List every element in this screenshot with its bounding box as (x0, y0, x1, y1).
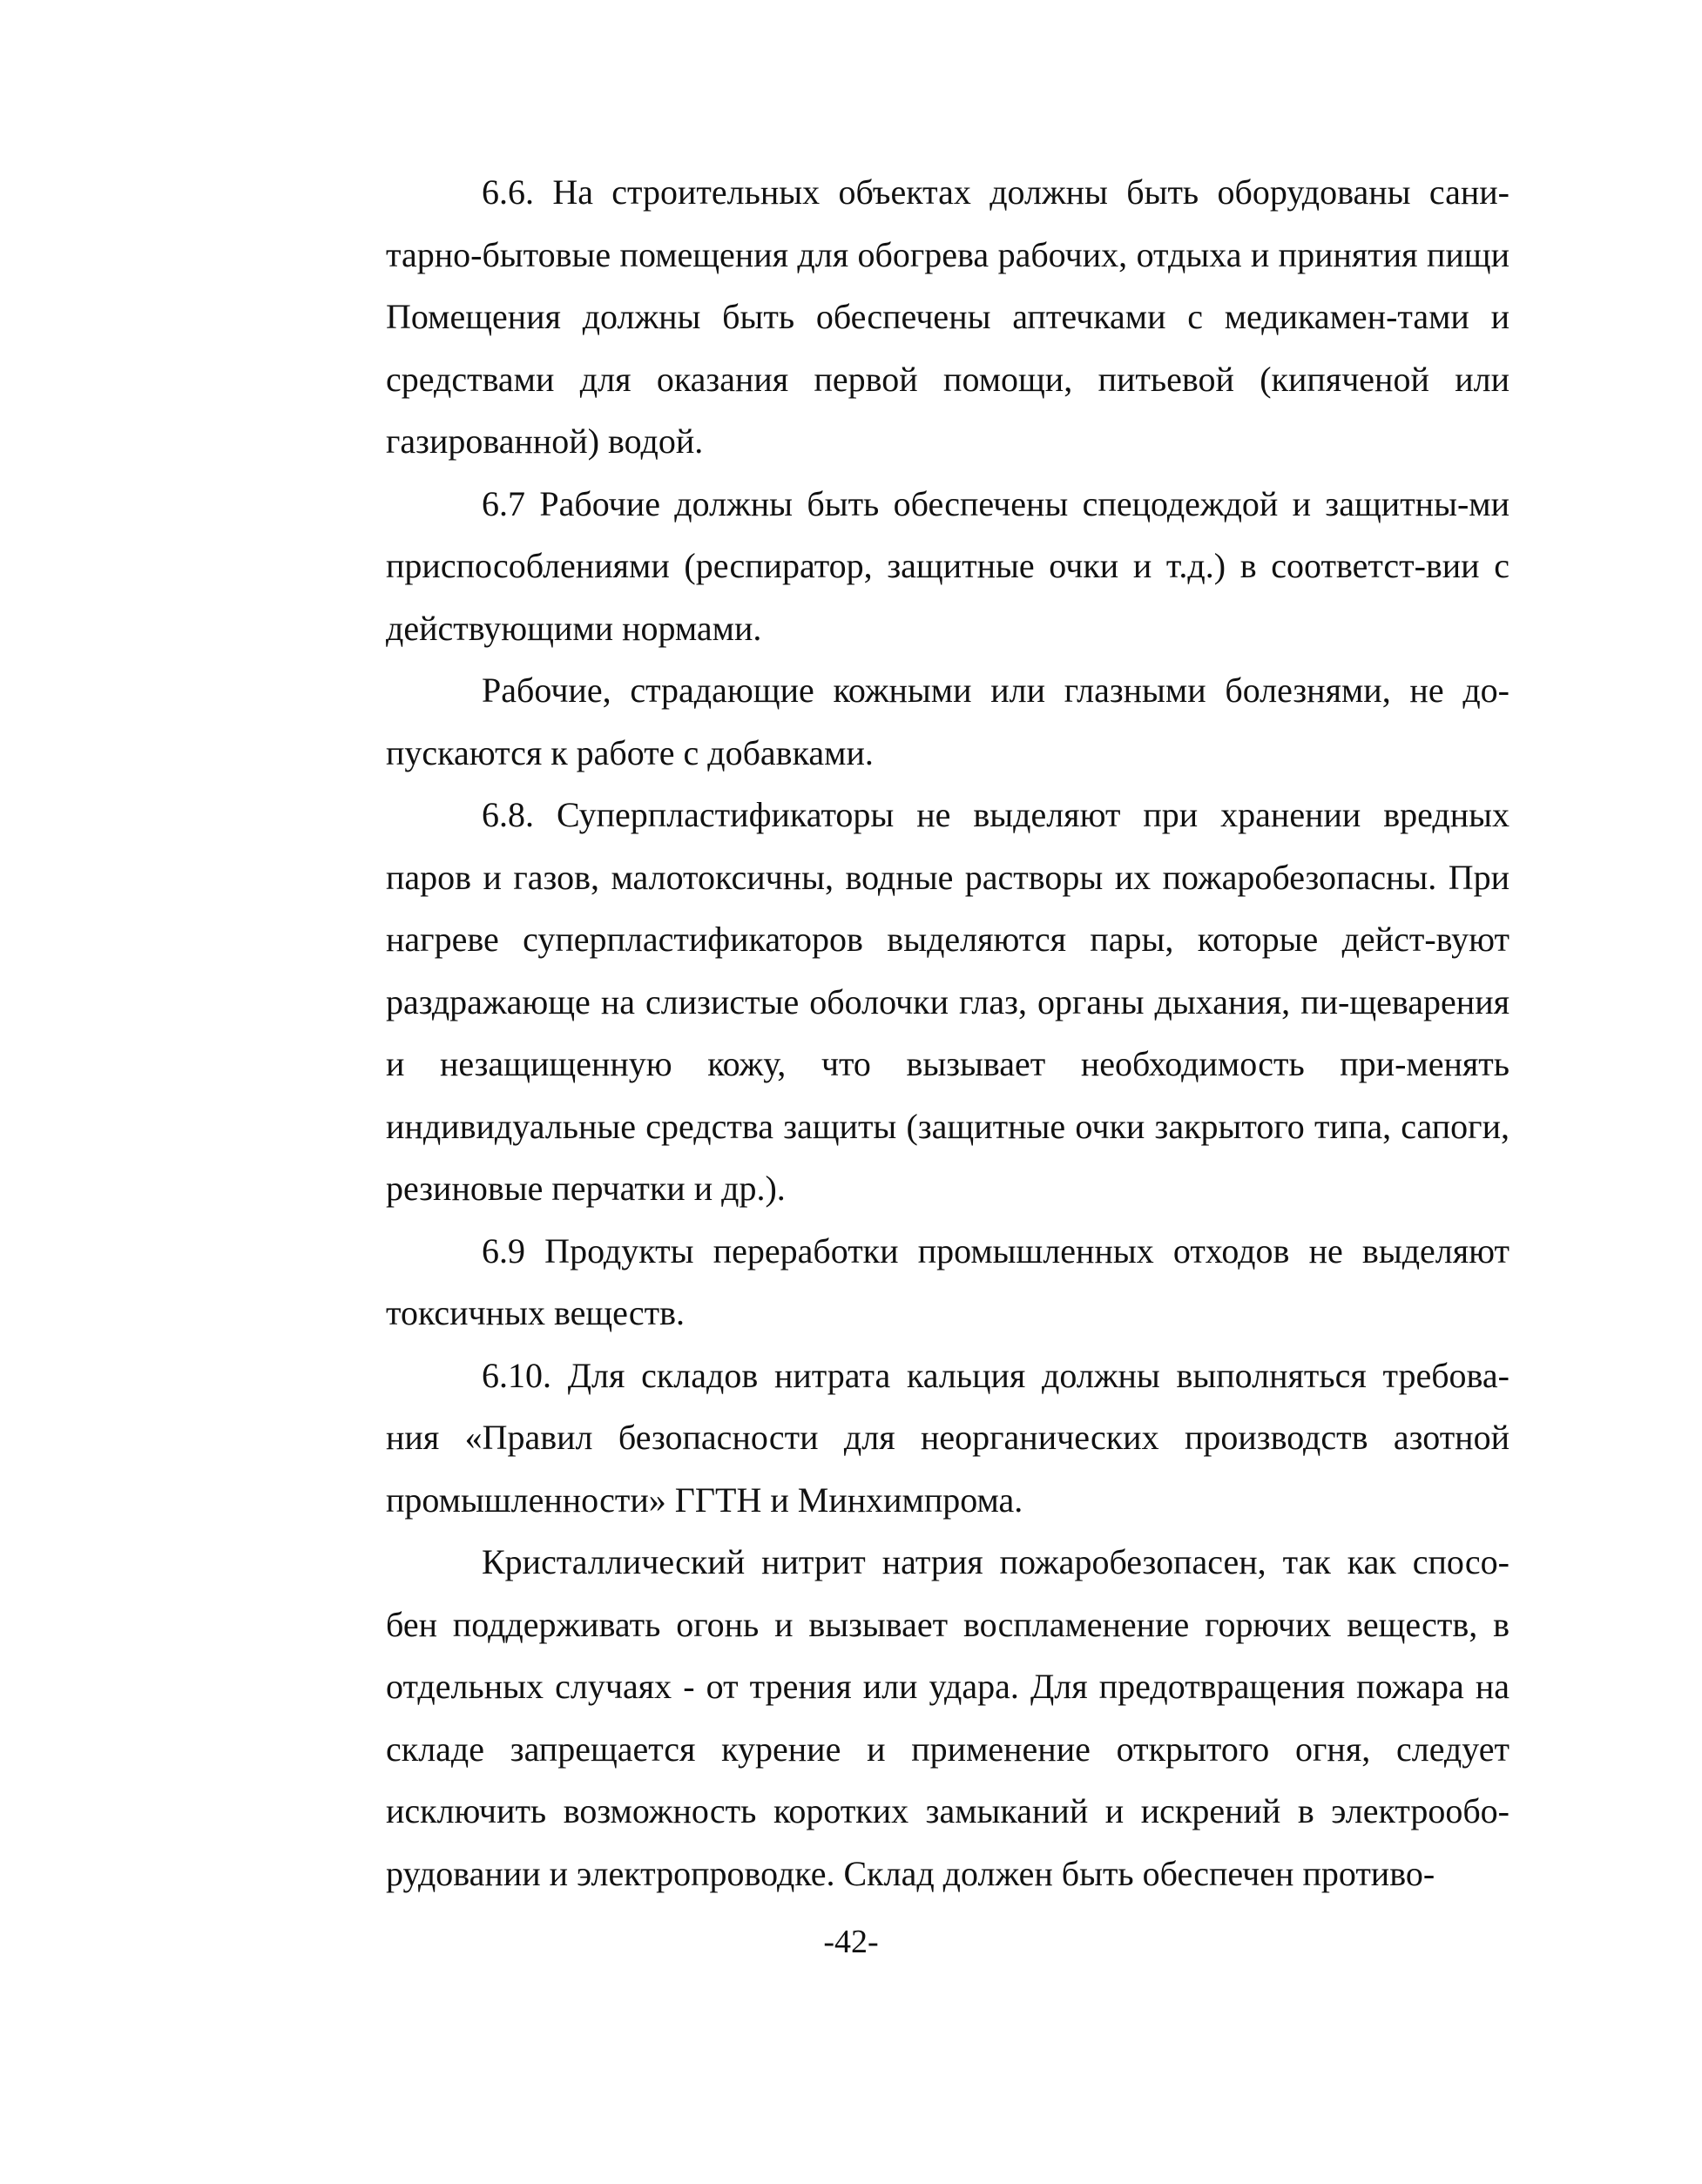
body-text (386, 161, 1510, 1904)
paragraph-6-6: 6.6. На строительных объектах должны быть оборудованы сани-тарно-бытовые помещения для обогрева рабочих, отдыха и принятия пищи Помещения должны быть обеспечены аптечками с медикамен-тами и средствами для оказания первой помощи, питьевой (кипяченой или газированной) водой. (386, 172, 1510, 461)
paragraph-workers-health: Рабочие, страдающие кожными или глазными болезнями, не до-пускаются к работе с добавками. (386, 671, 1510, 772)
paragraph-6-7: 6.7 Рабочие должны быть обеспечены спецодеждой и защитны-ми приспособлениями (респиратор, защитные очки и т.д.) в соответст-вии с действующими нормами. (386, 483, 1510, 648)
paragraph-6-8: 6.8. Суперпластификаторы не выделяют при хранении вредных паров и газов, малотоксичны, водные растворы их пожаробезопасны. При нагреве суперпластификаторов выделяются пары, которые дейст-вуют раздражающе на слизистые оболочки глаз, органы дыхания, пи-щеварения и незащищенную кожу, что вызывает необходимость при-менять индивидуальные средства защиты (защитные очки закрытого типа, сапоги, резиновые перчатки и др.). (386, 795, 1510, 1208)
paragraph-6-10: 6.10. Для складов нитрата кальция должны выполняться требова-ния «Правил безопасности для неорганических производств азотной промышленности» ГГТН и Минхимпрома. (386, 1355, 1510, 1520)
paragraph-sodium-nitrite: Кристаллический нитрит натрия пожаробезопасен, так как спосо-бен поддерживать огонь и вызывает воспламенение горючих веществ, в отдельных случаях - от трения или удара. Для предотвращения пожара на складе запрещается курение и применение открытого огня, следует исключить возможность коротких замыканий и искрений в электрообо-рудовании и электропроводке. Склад должен быть обеспечен противо- (386, 1542, 1510, 1893)
page-number: -42- (823, 1924, 879, 1960)
paragraph-6-9: 6.9 Продукты переработки промышленных отходов не выделяют токсичных веществ. (386, 1230, 1510, 1332)
